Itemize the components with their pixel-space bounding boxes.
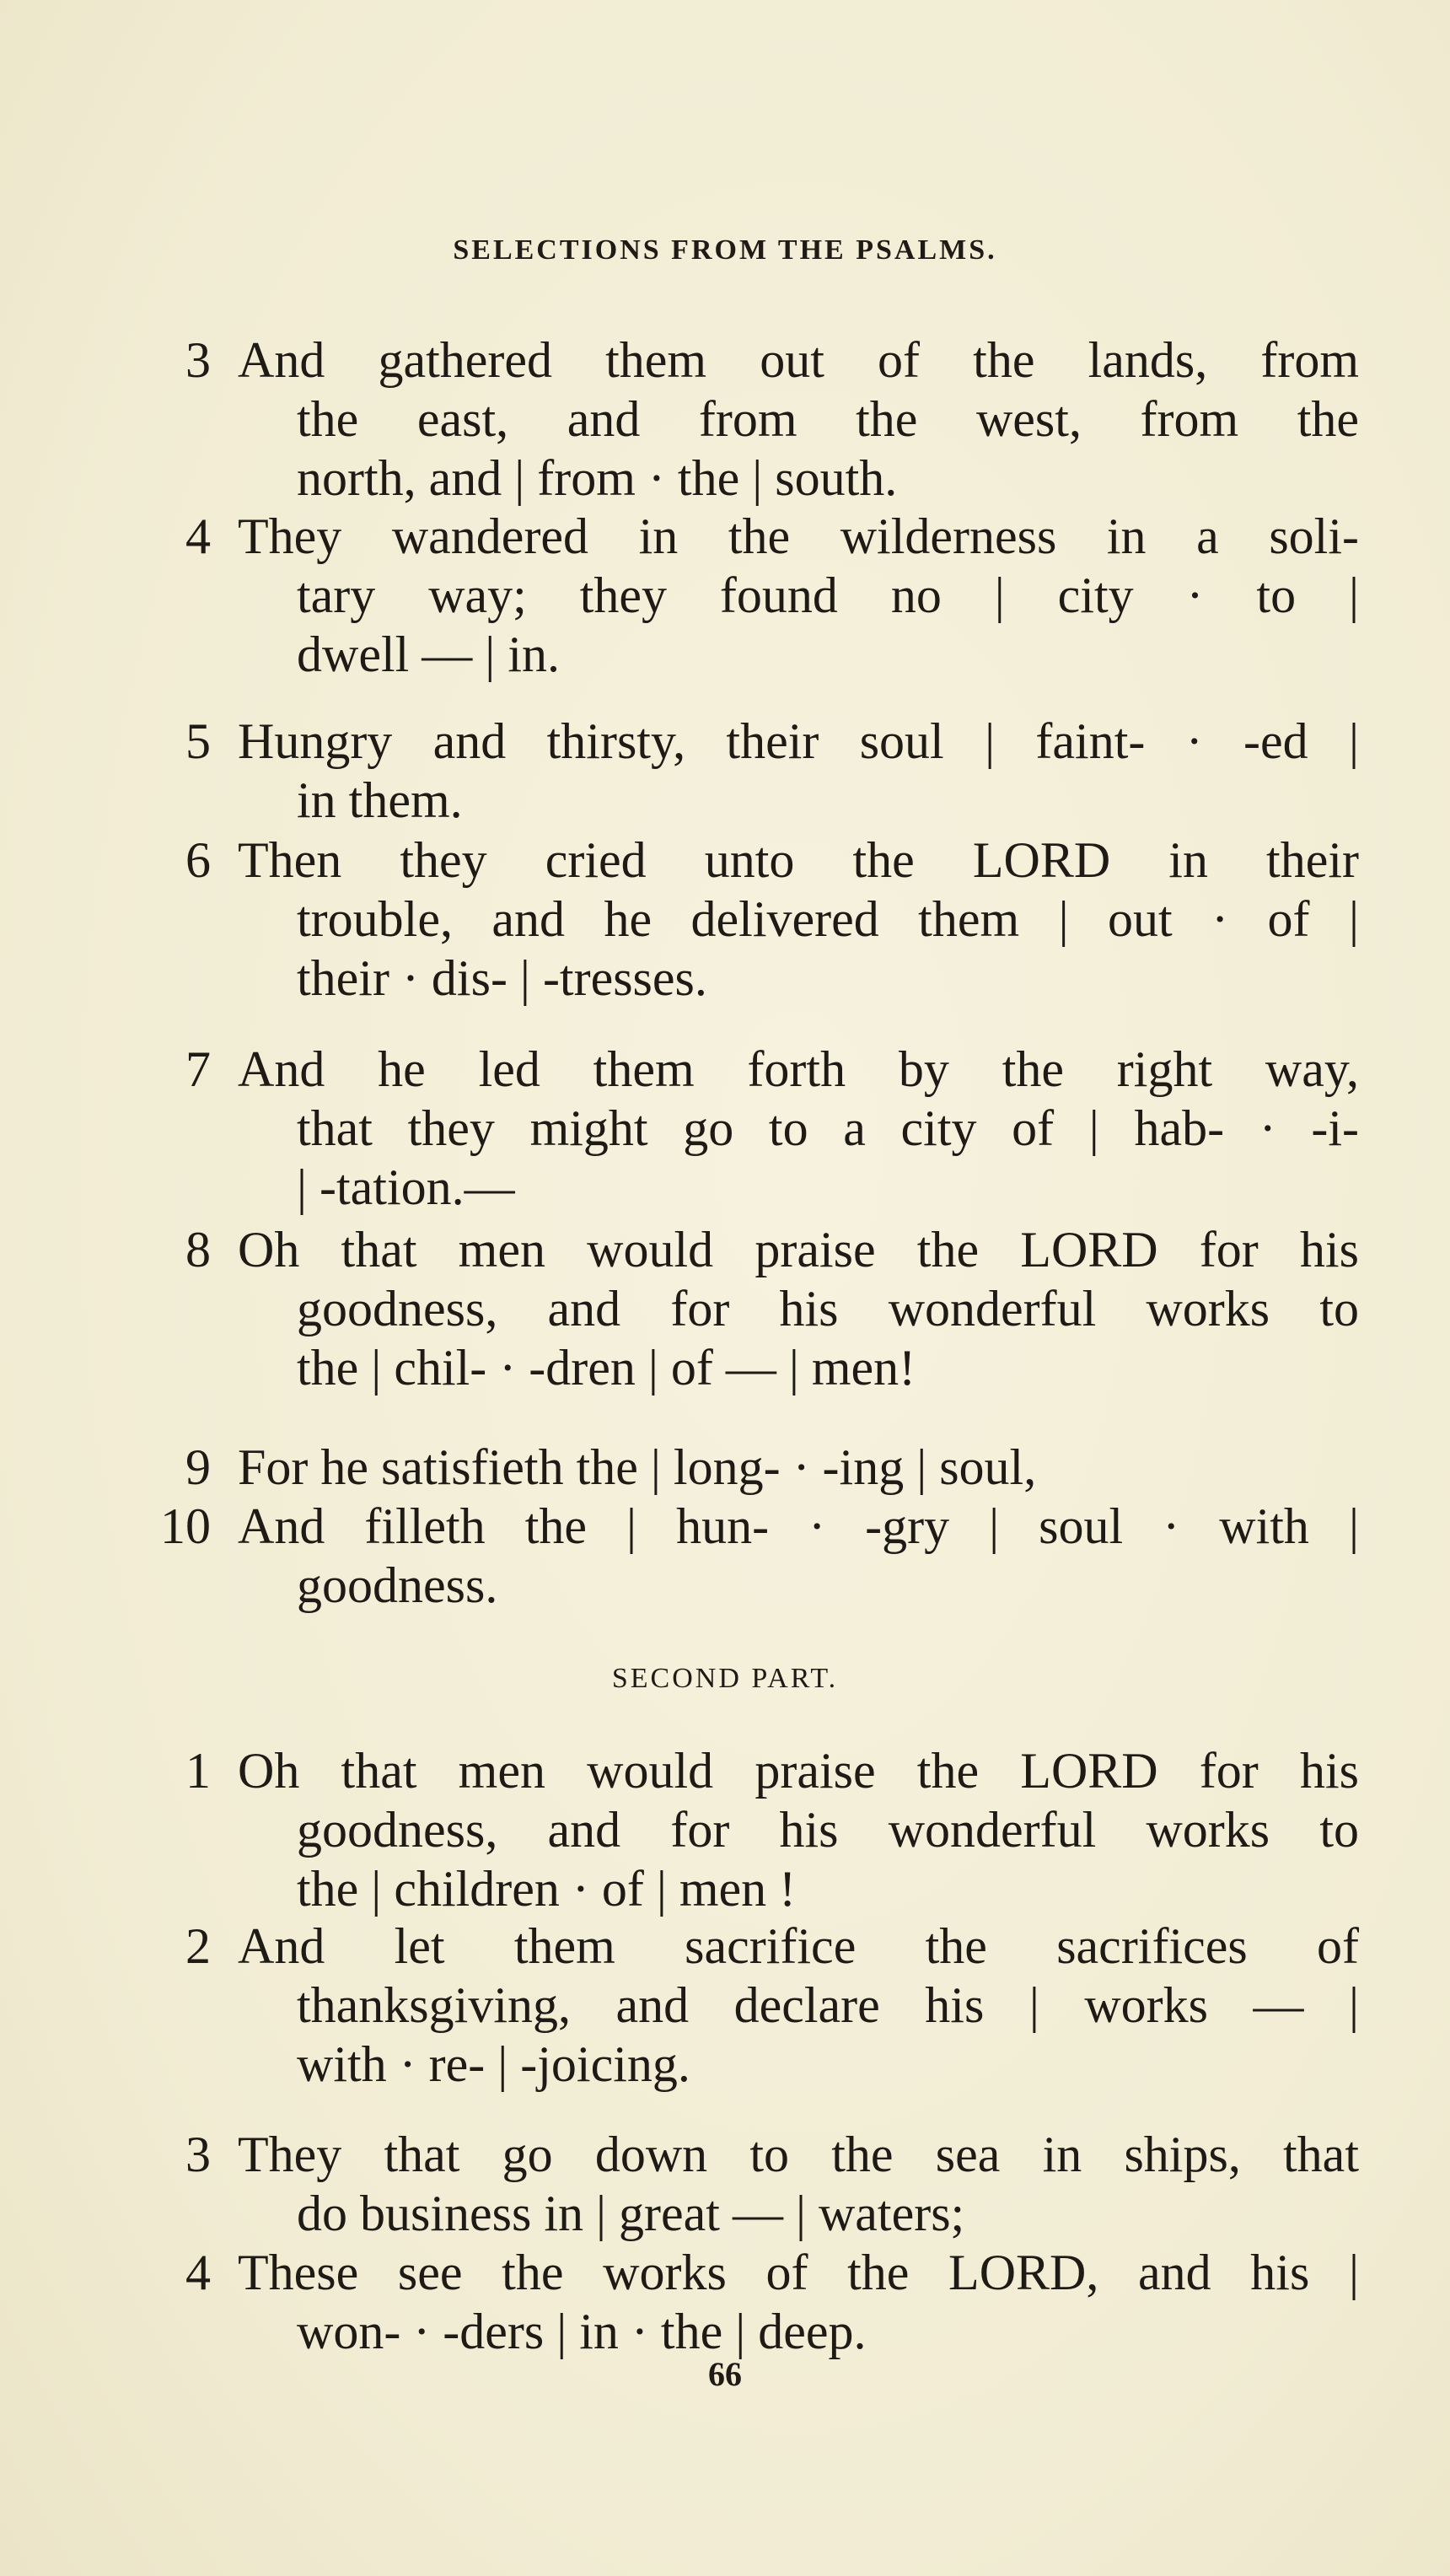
running-head: SELECTIONS FROM THE PSALMS. — [453, 234, 997, 266]
verse-line: the | children · of | men ! — [297, 1861, 797, 1917]
verse-line: Oh that men would praise the LORD for his — [238, 1222, 1359, 1277]
verse-line: | -tation.— — [297, 1159, 515, 1215]
verse-line: dwell — | in. — [297, 627, 560, 682]
verse-line: And gathered them out of the lands, from — [238, 332, 1359, 388]
verse-line: trouble, and he delivered them | out · of | — [297, 891, 1359, 947]
verse-line: And filleth the | hun- · -gry | soul · with | — [238, 1498, 1359, 1554]
verse-line: thanksgiving, and declare his | works — | — [297, 1977, 1359, 2033]
verse-number: 2 — [185, 1918, 211, 1974]
verse-line: tary way; they found no | city · to | — [297, 567, 1359, 623]
verse-number: 1 — [185, 1743, 211, 1799]
verse-line: won- · -ders | in · the | deep. — [297, 2304, 867, 2359]
verse-line: These see the works of the LORD, and his | — [238, 2245, 1359, 2300]
verse-line: do business in | great — | waters; — [297, 2186, 965, 2241]
verse-line: in them. — [297, 772, 463, 828]
verse-line: the | chil- · -dren | of — | men! — [297, 1340, 916, 1396]
verse-line: Hungry and thirsty, their soul | faint- · -ed | — [238, 713, 1359, 769]
verse-line: They that go down to the sea in ships, that — [238, 2127, 1359, 2182]
verse-line: And he led them forth by the right way, — [238, 1041, 1359, 1097]
verse-number: 6 — [185, 832, 211, 888]
verse-number: 7 — [185, 1041, 211, 1097]
page-number: 66 — [708, 2355, 742, 2393]
verse-number: 10 — [160, 1498, 211, 1554]
verse-line: goodness, and for his wonderful works to — [297, 1802, 1359, 1858]
verse-number: 5 — [185, 713, 211, 769]
verse-line: For he satisfieth the | long- · -ing | soul, — [238, 1439, 1037, 1495]
verse-number: 3 — [185, 332, 211, 388]
verse-line: their · dis- | -tresses. — [297, 950, 707, 1006]
verse-number: 4 — [185, 2245, 211, 2300]
verse-line: goodness, and for his wonderful works to — [297, 1281, 1359, 1336]
section-heading: SECOND PART. — [611, 1663, 839, 1694]
verse-line: And let them sacrifice the sacrifices of — [238, 1918, 1359, 1974]
verse-number: 8 — [185, 1222, 211, 1277]
verse-line: They wandered in the wilderness in a soli- — [238, 508, 1359, 564]
verse-number: 9 — [185, 1439, 211, 1495]
verse-line: goodness. — [297, 1557, 498, 1613]
verse-line: the east, and from the west, from the — [297, 391, 1359, 447]
verse-number: 4 — [185, 508, 211, 564]
verse-line: north, and | from · the | south. — [297, 450, 898, 506]
verse-number: 3 — [185, 2127, 211, 2182]
verse-line: Oh that men would praise the LORD for his — [238, 1743, 1359, 1799]
verse-line: that they might go to a city of | hab- · -i- — [297, 1100, 1359, 1156]
verse-line: with · re- | -joicing. — [297, 2036, 690, 2092]
verse-line: Then they cried unto the LORD in their — [238, 832, 1359, 888]
